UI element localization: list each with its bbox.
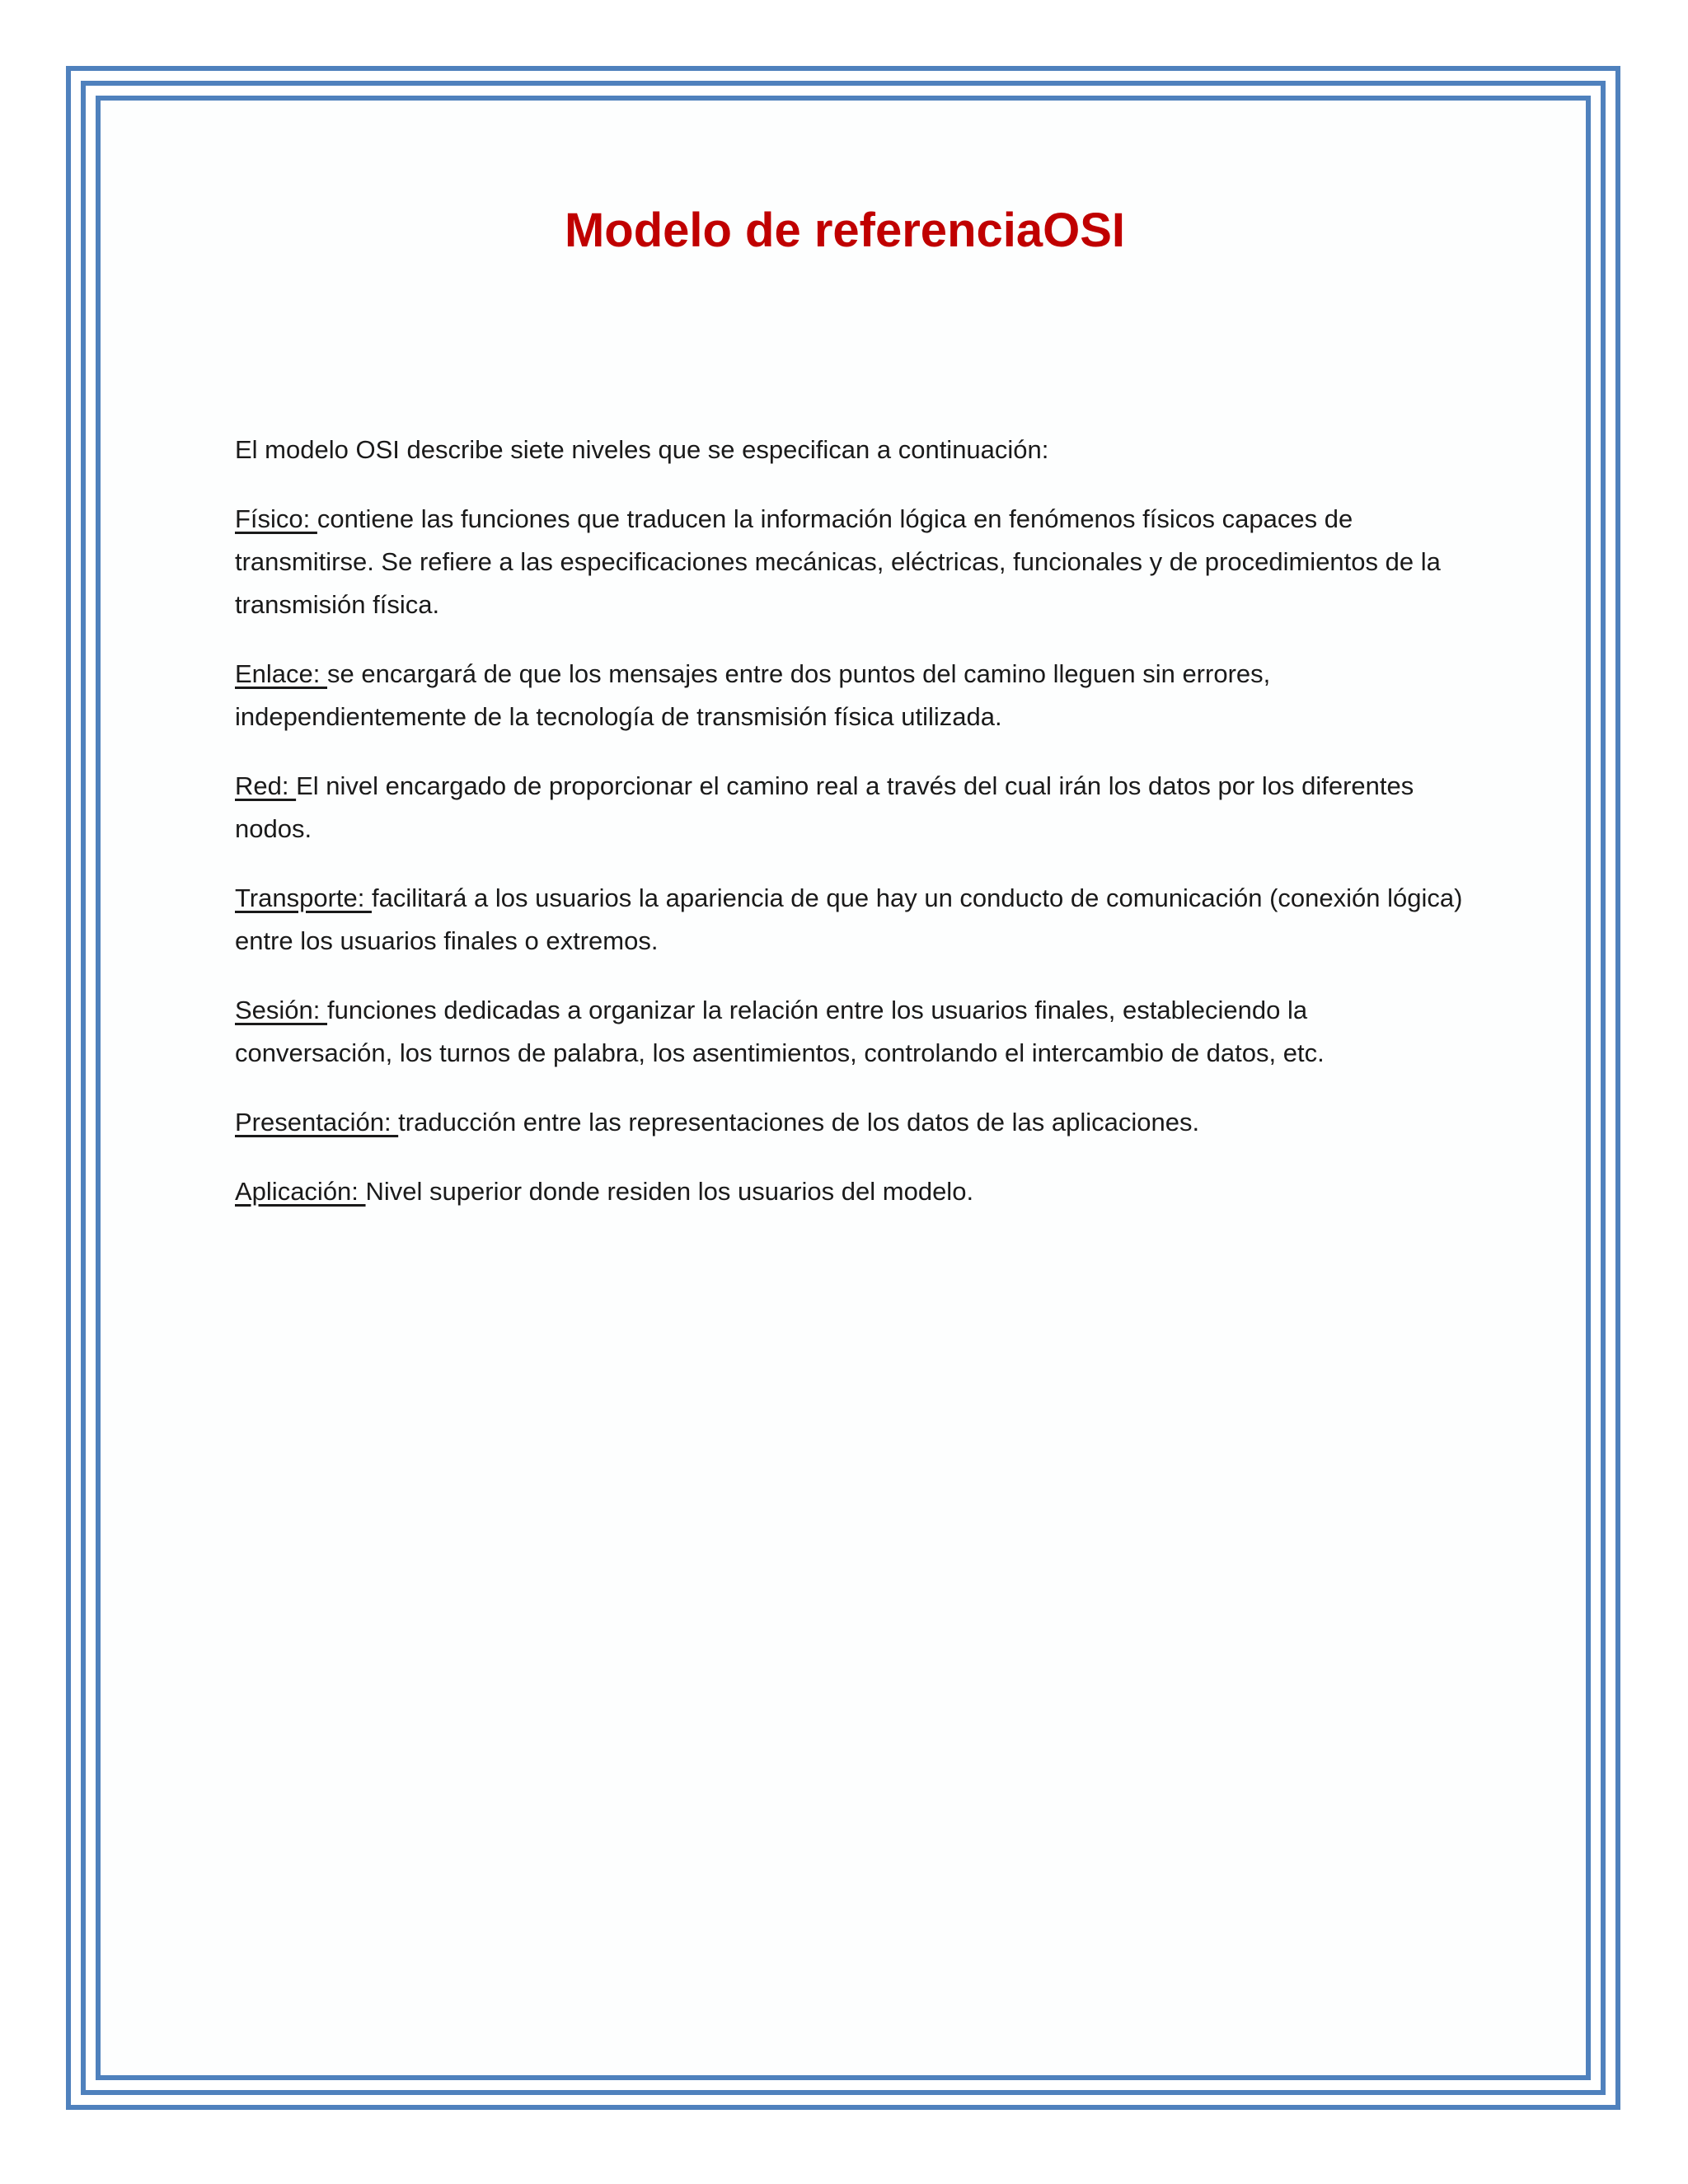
level-term: Sesión: <box>235 996 328 1024</box>
page-title: Modelo de referenciaOSI <box>564 204 1126 257</box>
intro-paragraph: El modelo OSI describe siete niveles que se especifican a continuación: <box>235 435 1049 464</box>
level-red <box>235 765 1471 851</box>
level-transporte <box>235 877 1471 963</box>
level-term: Red: <box>235 771 297 800</box>
level-sesion <box>235 989 1471 1075</box>
level-term: Aplicación: <box>235 1177 366 1206</box>
level-presentacion <box>235 1101 1471 1144</box>
level-description: El nivel encargado de proporcionar el camino real a través del cual irán los datos por los diferentes nodos. <box>235 771 1414 843</box>
level-term: Transporte: <box>235 883 372 912</box>
level-description: facilitará a los usuarios la apariencia de que hay un conducto de comunicación (conexión lógica) entre los usuarios finales o extremos. <box>235 883 1463 955</box>
level-aplicacion <box>235 1170 1471 1213</box>
level-description: funciones dedicadas a organizar la relación entre los usuarios finales, estableciendo la conversación, los turnos de palabra, los asentimientos, controlando el intercambio de datos, etc. <box>235 996 1325 1067</box>
level-fisico <box>235 498 1471 626</box>
level-description: traducción entre las representaciones de los datos de las aplicaciones. <box>398 1108 1200 1137</box>
level-term: Físico: <box>235 504 317 533</box>
level-description: Nivel superior donde residen los usuarios del modelo. <box>365 1177 974 1206</box>
level-description: contiene las funciones que traducen la información lógica en fenómenos físicos capaces de transmitirse. Se refiere a las especificaciones mecánicas, eléctricas, funcionales y de procedimientos de la transmisión física. <box>235 504 1441 619</box>
level-term: Presentación: <box>235 1108 399 1137</box>
level-enlace <box>235 653 1471 738</box>
level-description: se encargará de que los mensajes entre dos puntos del camino lleguen sin errores, independientemente de la tecnología de transmisión física utilizada. <box>235 659 1271 731</box>
document-body <box>235 190 1471 1213</box>
level-term: Enlace: <box>235 659 328 688</box>
